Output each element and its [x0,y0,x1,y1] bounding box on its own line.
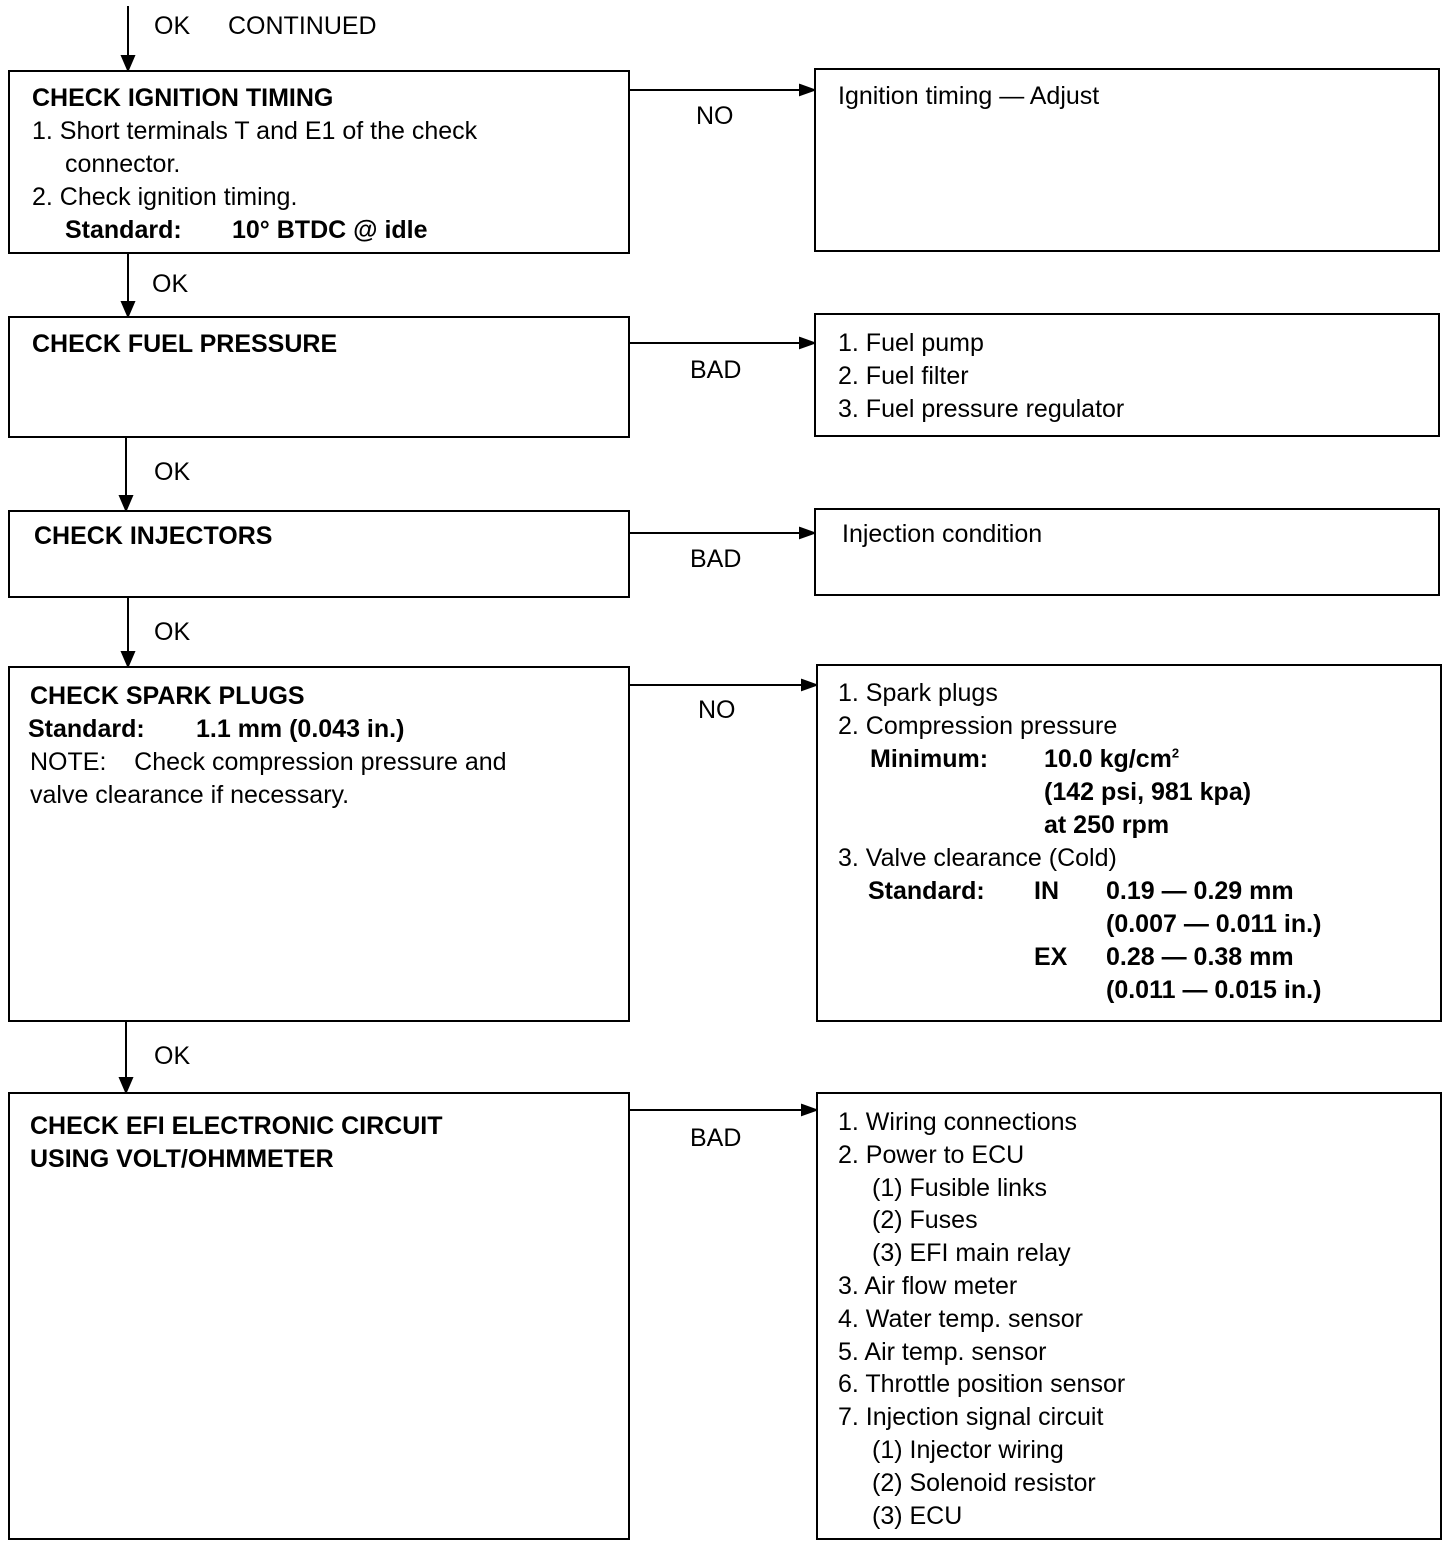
branch-label-bad: BAD [690,356,742,384]
result-fuel-box [814,313,1440,437]
step-line: 2. Check ignition timing. [32,183,298,211]
result-spark-plugs-box [816,664,1442,1022]
result-line: 3. Valve clearance (Cold) [838,844,1117,872]
result-list-item: (3) ECU [872,1501,963,1530]
arrowhead-ok-4 [120,1078,132,1092]
step-line: connector. [65,150,181,178]
result-list-item: (1) Fusible links [872,1173,1048,1202]
minimum-label: Minimum: [870,745,989,773]
step-title: CHECK EFI ELECTRONIC CIRCUIT [30,1112,443,1140]
step-ignition-timing-box [8,70,630,254]
arrowhead-branch-4 [802,680,816,690]
note-line: NOTE: Check compression pressure and [30,748,507,776]
branch-label-bad: BAD [690,545,742,573]
minimum-value: 10.0 $kg/cm^2$ [1044,745,1180,773]
minimum-psi: (142 psi, 981 kpa) [1044,778,1252,806]
result-list-item: 1. Wiring connections [838,1108,1078,1136]
step-fuel-pressure-box [8,316,630,438]
standard-label: Standard: [868,877,985,905]
branch-label-no: NO [698,696,736,724]
result-injectors-box [814,508,1440,596]
in-mm: 0.19 — 0.29 mm [1106,877,1294,905]
result-list-item: 5. Air temp. sensor [838,1337,1047,1366]
note-line: valve clearance if necessary. [30,781,350,809]
step-title: CHECK SPARK PLUGS [30,682,305,710]
continued-label: CONTINUED [228,12,377,40]
arrowhead-branch-2 [800,338,814,348]
step-spark-plugs-box [8,666,630,1022]
step-efi-circuit-box [8,1092,630,1540]
result-line: 2. Compression pressure [838,712,1118,740]
standard-value: 10° BTDC @ idle [232,216,428,244]
standard-label: Standard: [28,715,145,743]
result-list-item: 6. Throttle position sensor [838,1370,1126,1399]
step-line: 1. Short terminals T and E1 of the check [32,117,478,145]
step-title: CHECK INJECTORS [34,522,273,550]
step-title: CHECK IGNITION TIMING [32,84,334,112]
ok-label: OK [152,270,189,298]
ex-label: EX [1034,943,1068,971]
ex-mm: 0.28 — 0.38 mm [1106,943,1294,971]
ex-inch: (0.011 — 0.015 in.) [1106,976,1322,1004]
result-list-item: (2) Solenoid resistor [872,1468,1096,1497]
arrowhead-continued [122,56,134,70]
in-inch: (0.007 — 0.011 in.) [1106,910,1322,938]
ok-label: OK [154,1042,191,1070]
result-line: 1. Fuel pump [838,329,984,357]
step-title: CHECK FUEL PRESSURE [32,330,338,358]
result-list-item: (1) Injector wiring [872,1436,1064,1464]
result-list-item: (3) EFI main relay [872,1239,1071,1268]
branch-label-bad: BAD [690,1124,742,1152]
standard-label: Standard: [65,216,182,244]
ok-label: OK [154,458,191,486]
result-line: 2. Fuel filter [838,362,969,390]
in-label: IN [1034,877,1059,905]
arrowhead-branch-5 [802,1105,816,1115]
result-line: 3. Fuel pressure regulator [838,395,1125,423]
step-title: USING VOLT/OHMMETER [30,1145,334,1173]
result-line: Ignition timing — Adjust [838,82,1100,110]
arrowhead-branch-1 [800,85,814,95]
result-list-item: (2) Fuses [872,1206,978,1235]
arrowhead-ok-3 [122,652,134,666]
minimum-rpm: at 250 rpm [1044,811,1170,839]
result-ignition-box [814,68,1440,252]
branch-label-no: NO [696,102,734,130]
result-list-item: 4. Water temp. sensor [838,1304,1083,1333]
arrowhead-ok-2 [120,496,132,510]
ok-label: OK [154,618,191,646]
step-injectors-box [8,510,630,598]
result-line: Injection condition [842,520,1043,548]
result-list-item: 3. Air flow meter [838,1272,1018,1300]
result-line: 1. Spark plugs [838,679,998,707]
arrowhead-ok-1 [122,302,134,316]
result-list-item: 2. Power to ECU [838,1140,1025,1169]
standard-value: 1.1 mm (0.043 in.) [196,715,405,743]
arrowhead-branch-3 [800,528,814,538]
continued-ok-label: OK [154,12,191,40]
result-list-item: 7. Injection signal circuit [838,1403,1104,1432]
result-efi-box [816,1092,1442,1540]
